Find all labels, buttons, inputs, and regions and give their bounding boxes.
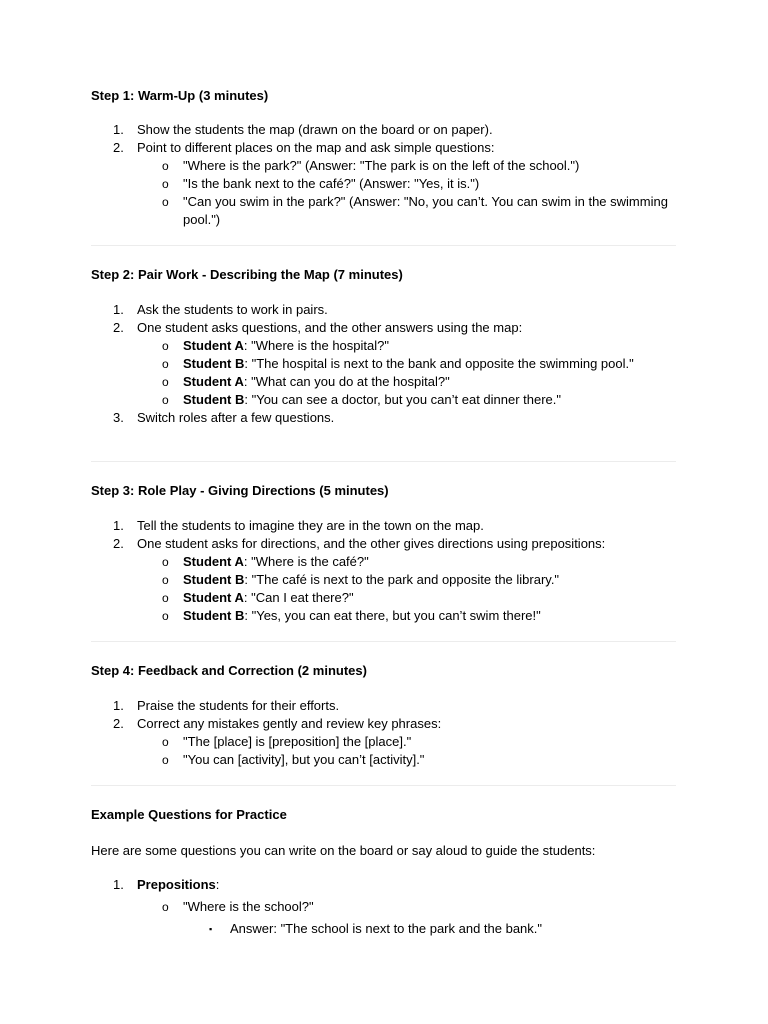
step2-section <box>91 266 676 427</box>
list-text: "The [place] is [preposition] the [place]." <box>183 734 412 749</box>
bullet-icon: o <box>162 900 169 914</box>
list-number: 2. <box>113 716 124 731</box>
section-divider <box>91 785 676 786</box>
step1-item-1 <box>91 121 676 139</box>
list-text: "Is the bank next to the café?" (Answer: "Yes, it is.") <box>183 176 480 191</box>
list-text: : "You can see a doctor, but you can’t eat dinner there." <box>244 392 562 407</box>
examples-intro: Here are some questions you can write on the board or say aloud to guide the students: <box>91 843 596 858</box>
category-label: Prepositions <box>137 877 216 892</box>
step1-section <box>91 87 676 229</box>
step1-subitem-2 <box>91 175 676 193</box>
list-number: 3. <box>113 410 124 425</box>
list-text: "Where is the park?" (Answer: "The park is on the left of the school.") <box>183 158 580 173</box>
speaker-label: Student B <box>183 608 245 623</box>
step3-subitem-1 <box>91 553 676 571</box>
section-divider <box>91 461 676 462</box>
step4-item-1 <box>91 697 676 715</box>
list-text: : "Where is the hospital?" <box>243 338 389 353</box>
step4-heading: Step 4: Feedback and Correction (2 minutes) <box>91 663 367 678</box>
list-text: : "The café is next to the park and opposite the library." <box>244 572 560 587</box>
list-text: Tell the students to imagine they are in the town on the map. <box>137 518 484 533</box>
step2-item-1 <box>91 301 676 319</box>
step2-subitem-2 <box>91 355 676 373</box>
step2-subitem-4 <box>91 391 676 409</box>
list-text: Ask the students to work in pairs. <box>137 302 328 317</box>
step3-item-2 <box>91 535 676 553</box>
bullet-icon: o <box>162 753 169 767</box>
list-text: : "What can you do at the hospital?" <box>243 374 450 389</box>
examples-subitem-1 <box>91 898 676 916</box>
step4-section <box>91 662 676 769</box>
speaker-label: Student B <box>183 572 245 587</box>
list-number: 1. <box>113 122 124 137</box>
list-text: : <box>215 877 220 892</box>
list-number: 1. <box>113 518 124 533</box>
list-text: Point to different places on the map and ask simple questions: <box>137 140 495 155</box>
step4-subitem-2 <box>91 751 676 769</box>
examples-item-1 <box>91 876 676 894</box>
list-number: 2. <box>113 536 124 551</box>
step2-item-3 <box>91 409 676 427</box>
step2-subitem-3 <box>91 373 676 391</box>
section-divider <box>91 245 676 246</box>
step1-heading: Step 1: Warm-Up (3 minutes) <box>91 88 269 103</box>
list-text: : "Where is the café?" <box>243 554 369 569</box>
step1-subitem-1 <box>91 157 676 175</box>
step4-subitem-1 <box>91 733 676 751</box>
list-text: "Can you swim in the park?" (Answer: "No, you can’t. You can swim in the swimming pool.") <box>183 194 668 227</box>
step3-item-1 <box>91 517 676 535</box>
step3-subitem-2 <box>91 571 676 589</box>
step3-subitem-3 <box>91 589 676 607</box>
speaker-label: Student B <box>183 356 245 371</box>
examples-heading: Example Questions for Practice <box>91 807 287 822</box>
bullet-icon: o <box>162 375 169 389</box>
list-text: : "The hospital is next to the bank and opposite the swimming pool." <box>244 356 634 371</box>
bullet-icon: o <box>162 393 169 407</box>
bullet-icon: o <box>162 591 169 605</box>
bullet-icon: o <box>162 609 169 623</box>
bullet-icon: o <box>162 159 169 173</box>
list-number: 1. <box>113 877 124 892</box>
list-text: : "Yes, you can eat there, but you can’t swim there!" <box>244 608 541 623</box>
step2-item-2 <box>91 319 676 337</box>
speaker-label: Student A <box>183 338 244 353</box>
speaker-label: Student A <box>183 554 244 569</box>
step3-section <box>91 482 676 625</box>
step1-item-2 <box>91 139 676 157</box>
bullet-icon: o <box>162 339 169 353</box>
list-number: 1. <box>113 302 124 317</box>
list-text: "Where is the school?" <box>183 899 314 914</box>
bullet-icon: o <box>162 357 169 371</box>
step1-subitem-3 <box>91 193 676 229</box>
list-text: Correct any mistakes gently and review key phrases: <box>137 716 442 731</box>
section-divider <box>91 641 676 642</box>
list-text: One student asks for directions, and the other gives directions using prepositions: <box>137 536 606 551</box>
list-text: One student asks questions, and the other answers using the map: <box>137 320 523 335</box>
step2-subitem-1 <box>91 337 676 355</box>
step2-heading: Step 2: Pair Work - Describing the Map (7 minutes) <box>91 267 403 282</box>
list-number: 1. <box>113 698 124 713</box>
examples-subsubitem-1 <box>91 920 676 938</box>
bullet-icon: o <box>162 195 169 209</box>
bullet-icon: o <box>162 177 169 191</box>
step3-heading: Step 3: Role Play - Giving Directions (5 minutes) <box>91 483 389 498</box>
examples-section <box>91 806 676 938</box>
list-text: Answer: "The school is next to the park and the bank." <box>230 921 543 936</box>
step3-subitem-4 <box>91 607 676 625</box>
list-text: Praise the students for their efforts. <box>137 698 340 713</box>
step4-item-2 <box>91 715 676 733</box>
list-text: Switch roles after a few questions. <box>137 410 335 425</box>
list-number: 2. <box>113 140 124 155</box>
list-number: 2. <box>113 320 124 335</box>
bullet-icon: o <box>162 573 169 587</box>
list-text: Show the students the map (drawn on the board or on paper). <box>137 122 493 137</box>
speaker-label: Student B <box>183 392 245 407</box>
bullet-icon: o <box>162 555 169 569</box>
list-text: : "Can I eat there?" <box>243 590 354 605</box>
list-text: "You can [activity], but you can’t [activity]." <box>183 752 425 767</box>
square-bullet-icon: ▪ <box>209 924 213 934</box>
speaker-label: Student A <box>183 374 244 389</box>
speaker-label: Student A <box>183 590 244 605</box>
bullet-icon: o <box>162 735 169 749</box>
